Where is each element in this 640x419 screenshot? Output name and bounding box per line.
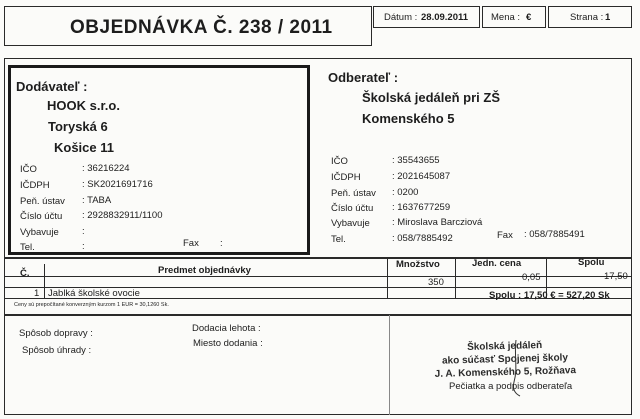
stamp-line-3: J. A. Komenského 5, Rožňava xyxy=(434,365,577,380)
col-header-qty: Množstvo xyxy=(396,259,440,270)
supplier-fax-label: Fax xyxy=(183,238,199,249)
row-qty: 350 xyxy=(428,277,444,288)
currency-value: € xyxy=(526,12,532,23)
supplier-tel-value: : xyxy=(82,241,85,252)
stamp-line-1: Školská jedáleň xyxy=(466,340,543,353)
supplier-bank-label: Peň. ústav xyxy=(20,196,65,207)
customer-fax-label: Fax xyxy=(497,230,513,241)
customer-street: Komenského 5 xyxy=(362,111,455,126)
col-divider-no xyxy=(44,264,45,298)
order-title: OBJEDNÁVKA Č. 238 / 2011 xyxy=(70,17,333,38)
page-value: 1 xyxy=(605,12,611,23)
supplier-bank-value: : TABA xyxy=(82,195,112,206)
col-divider-qty xyxy=(455,258,456,298)
customer-contact-value: : Miroslava Barcziová xyxy=(392,217,483,228)
supplier-city: Košice 11 xyxy=(54,140,114,155)
supplier-street: Toryská 6 xyxy=(48,119,108,134)
col-divider-item xyxy=(387,258,388,298)
customer-icdph-value: : 2021645087 xyxy=(392,171,451,182)
customer-contact-label: Vybavuje xyxy=(331,218,370,229)
col-header-item: Predmet objednávky xyxy=(158,265,251,276)
customer-name: Školská jedáleň pri ZŠ xyxy=(362,90,500,105)
row-no: 1 xyxy=(34,288,40,299)
delivery-method-label: Spôsob dopravy : xyxy=(19,328,93,339)
col-header-unit-price: Jedn. cena xyxy=(472,258,522,269)
col-header-total: Spolu xyxy=(578,257,605,268)
supplier-contact-label: Vybavuje xyxy=(20,227,59,238)
currency-label: Mena : xyxy=(491,12,521,23)
supplier-icdph-value: : SK2021691716 xyxy=(82,179,153,190)
customer-bank-value: : 0200 xyxy=(392,187,419,198)
conversion-note: Ceny sú prepočítané konverzným kurzom 1 EUR = 30,1260 Sk. xyxy=(14,302,169,308)
supplier-ico-label: IČO xyxy=(20,164,37,175)
supplier-fax-value: : xyxy=(220,238,223,249)
customer-account-value: : 1637677259 xyxy=(392,202,451,213)
customer-bank-label: Peň. ústav xyxy=(331,188,376,199)
supplier-account-label: Číslo účtu xyxy=(20,211,63,222)
payment-method-label: Spôsob úhrady : xyxy=(22,345,92,356)
customer-heading: Odberateľ : xyxy=(328,70,399,85)
supplier-name: HOOK s.r.o. xyxy=(47,98,120,113)
customer-ico-value: : 35543655 xyxy=(392,155,440,166)
row-unit-price: 0,05 xyxy=(522,272,541,283)
customer-tel-value: : 058/7885492 xyxy=(392,233,453,244)
col-header-no: Č. xyxy=(20,268,30,279)
customer-fax-value: : 058/7885491 xyxy=(524,229,585,240)
customer-tel-label: Tel. xyxy=(331,234,346,245)
supplier-icdph-label: IČDPH xyxy=(20,180,50,191)
sum-text: Spolu : 17,50 € = 527,20 Sk xyxy=(489,290,610,301)
signature-label: Pečiatka a podpis odberateľa xyxy=(449,381,573,392)
row-total: 17,50 xyxy=(604,271,628,282)
delivery-place-label: Miesto dodania : xyxy=(193,338,263,349)
supplier-contact-value: : xyxy=(82,226,85,237)
delivery-date-label: Dodacia lehota : xyxy=(192,323,261,334)
date-value: 28.09.2011 xyxy=(421,12,469,23)
supplier-account-value: : 2928832911/1100 xyxy=(82,210,163,221)
supplier-heading: Dodávateľ : xyxy=(16,79,88,94)
customer-ico-label: IČO xyxy=(331,156,348,167)
stamp-line-2: ako súčasť Spojenej školy xyxy=(441,352,569,367)
customer-icdph-label: IČDPH xyxy=(331,172,361,183)
supplier-ico-value: : 36216224 xyxy=(82,163,130,174)
customer-account-label: Číslo účtu xyxy=(331,203,374,214)
date-label: Dátum : xyxy=(384,12,418,23)
page-label: Strana : xyxy=(570,12,604,23)
footer-divider xyxy=(389,315,390,415)
row-item: Jablká školské ovocie xyxy=(48,288,140,299)
supplier-tel-label: Tel. xyxy=(20,242,35,253)
